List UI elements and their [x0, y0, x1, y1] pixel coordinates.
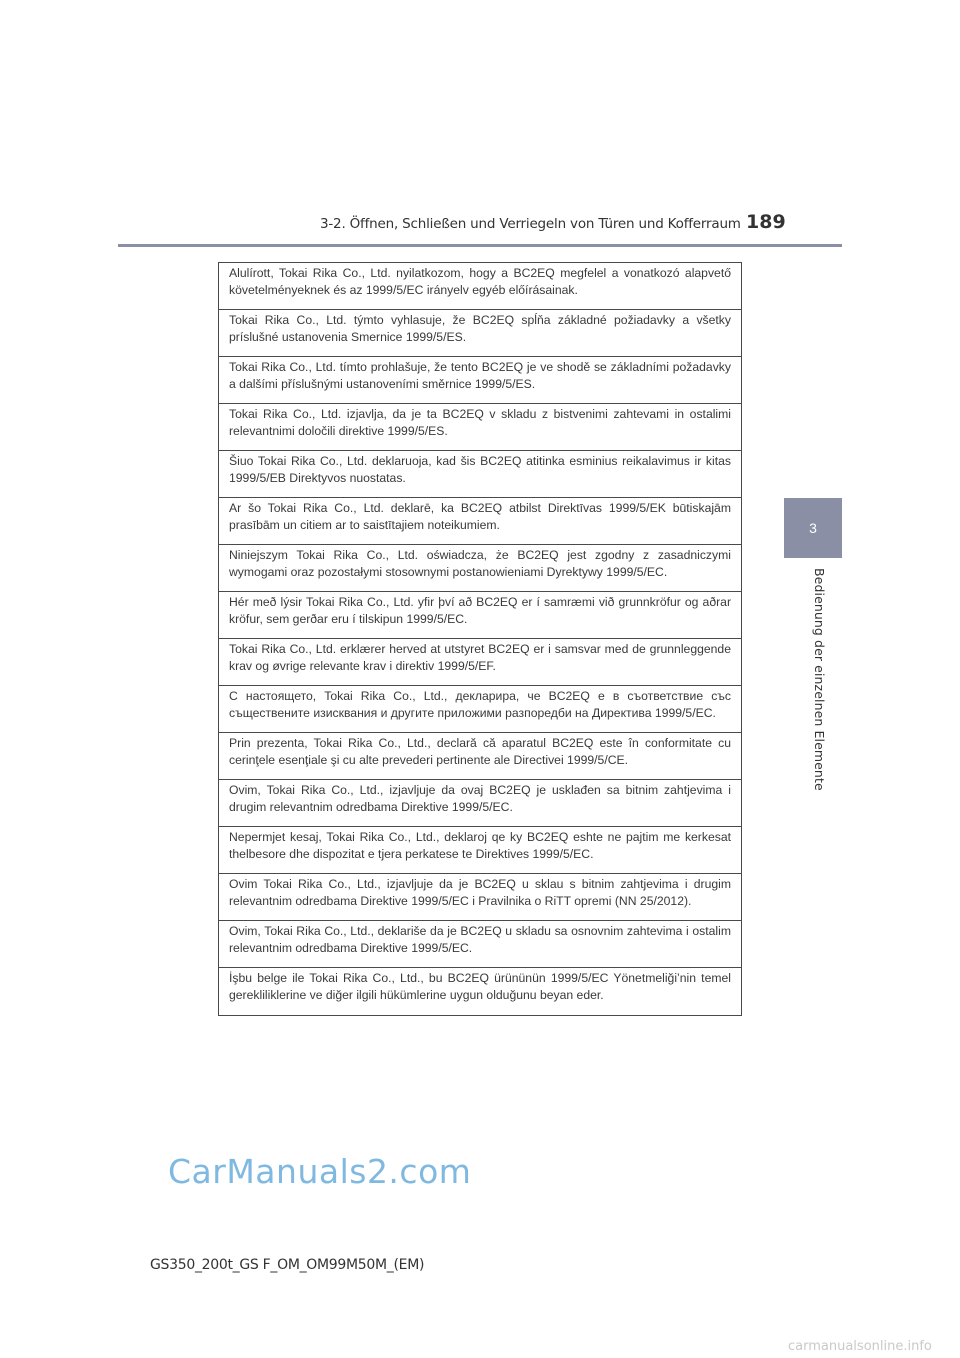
- declaration-latvian: Ar šo Tokai Rika Co., Ltd. deklarē, ka BC2EQ atbilst Direktīvas 1999/5/EK būtiskajām prasībām un citiem ar to saistītajiem noteikumiem.: [219, 498, 741, 545]
- declaration-romanian: Prin prezenta, Tokai Rika Co., Ltd., declară că aparatul BC2EQ este în conformitate cu cerinţele esenţiale şi cu alte prevederi pertinente ale Directivei 1999/5/CE.: [219, 733, 741, 780]
- chapter-number: 3: [809, 520, 817, 536]
- site-watermark: carmanualsonline.info: [788, 1339, 932, 1354]
- declaration-icelandic: Hér með lýsir Tokai Rika Co., Ltd. yfir því að BC2EQ er í samræmi við grunnkröfur og aðrar kröfur, sem gerðar eru í tilskipun 1999/5/EC.: [219, 592, 741, 639]
- declaration-czech: Tokai Rika Co., Ltd. tímto prohlašuje, že tento BC2EQ je ve shodě se základními požadavky a dalšími příslušnými ustanoveními směrnice 1999/5/ES.: [219, 357, 741, 404]
- declarations-table: [218, 262, 742, 1016]
- footer-document-code: GS350_200t_GS F_OM_OM99M50M_(EM): [150, 1257, 425, 1273]
- declaration-slovak: Tokai Rika Co., Ltd. týmto vyhlasuje, že BC2EQ spĺňa základné požiadavky a všetky príslušné ustanovenia Smernice 1999/5/ES.: [219, 310, 741, 357]
- declaration-croatian: Ovim Tokai Rika Co., Ltd., izjavljuje da je BC2EQ u sklau s bitnim zahtjevima i drugim relevantnim odredbama Direktive 1999/5/EC i Pravilnika o RiTT opremi (NN 25/2012).: [219, 874, 741, 921]
- declaration-hungarian: Alulírott, Tokai Rika Co., Ltd. nyilatkozom, hogy a BC2EQ megfelel a vonatkozó alapvető követelményeknek és az 1999/5/EC irányelv egyéb előírásainak.: [219, 263, 741, 310]
- chapter-tab: [784, 498, 842, 558]
- declaration-serbian: Ovim, Tokai Rika Co., Ltd., deklariše da je BC2EQ u skladu sa osnovnim zahtevima i ostalim relevantnim odredbama Direktive 1999/5/EC.: [219, 921, 741, 968]
- section-title: 3-2. Öffnen, Schließen und Verriegeln von Türen und Kofferraum: [320, 216, 741, 232]
- watermark-logo: CarManuals2.com: [168, 1152, 472, 1191]
- declaration-polish: Niniejszym Tokai Rika Co., Ltd. oświadcza, że BC2EQ jest zgodny z zasadniczymi wymogami oraz pozostałymi stosownymi postanowieniami Dyrektywy 1999/5/EC.: [219, 545, 741, 592]
- declaration-turkish: İşbu belge ile Tokai Rika Co., Ltd., bu BC2EQ ürününün 1999/5/EC Yönetmeliği’nin temel gerekliliklerine ve diğer ilgili hükümlerine uygun olduğunu beyan eder.: [219, 968, 741, 1016]
- chapter-side-label: Bedienung der einzelnen Elemente: [812, 568, 827, 791]
- declaration-albanian: Nepermjet kesaj, Tokai Rika Co., Ltd., deklaroj qe ky BC2EQ eshte ne pajtim me kerkesat thelbesore dhe dispozitat e tjera perkatese te Direktives 1999/5/EC.: [219, 827, 741, 874]
- header-divider: [118, 244, 842, 247]
- declaration-slovenian: Tokai Rika Co., Ltd. izjavlja, da je ta BC2EQ v skladu z bistvenimi zahtevami in ostalimi relevantnimi določili direktive 1999/5/ES.: [219, 404, 741, 451]
- declaration-bosnian: Ovim, Tokai Rika Co., Ltd., izjavljuje da ovaj BC2EQ je usklađen sa bitnim zahtjevima i drugim relevantnim odredbama Direktive 1999/5/EC.: [219, 780, 741, 827]
- page-number: 189: [746, 211, 786, 233]
- declaration-bulgarian: С настоящето, Tokai Rika Co., Ltd., декларира, че BC2EQ е в съответствие със съществените изисквания и другите приложими разпоредби на Директива 1999/5/EC.: [219, 686, 741, 733]
- declaration-norwegian: Tokai Rika Co., Ltd. erklærer herved at utstyret BC2EQ er i samsvar med de grunnleggende krav og øvrige relevante krav i direktiv 1999/5/EF.: [219, 639, 741, 686]
- declaration-lithuanian: Šiuo Tokai Rika Co., Ltd. deklaruoja, kad šis BC2EQ atitinka esminius reikalavimus ir kitas 1999/5/EB Direktyvos nuostatas.: [219, 451, 741, 498]
